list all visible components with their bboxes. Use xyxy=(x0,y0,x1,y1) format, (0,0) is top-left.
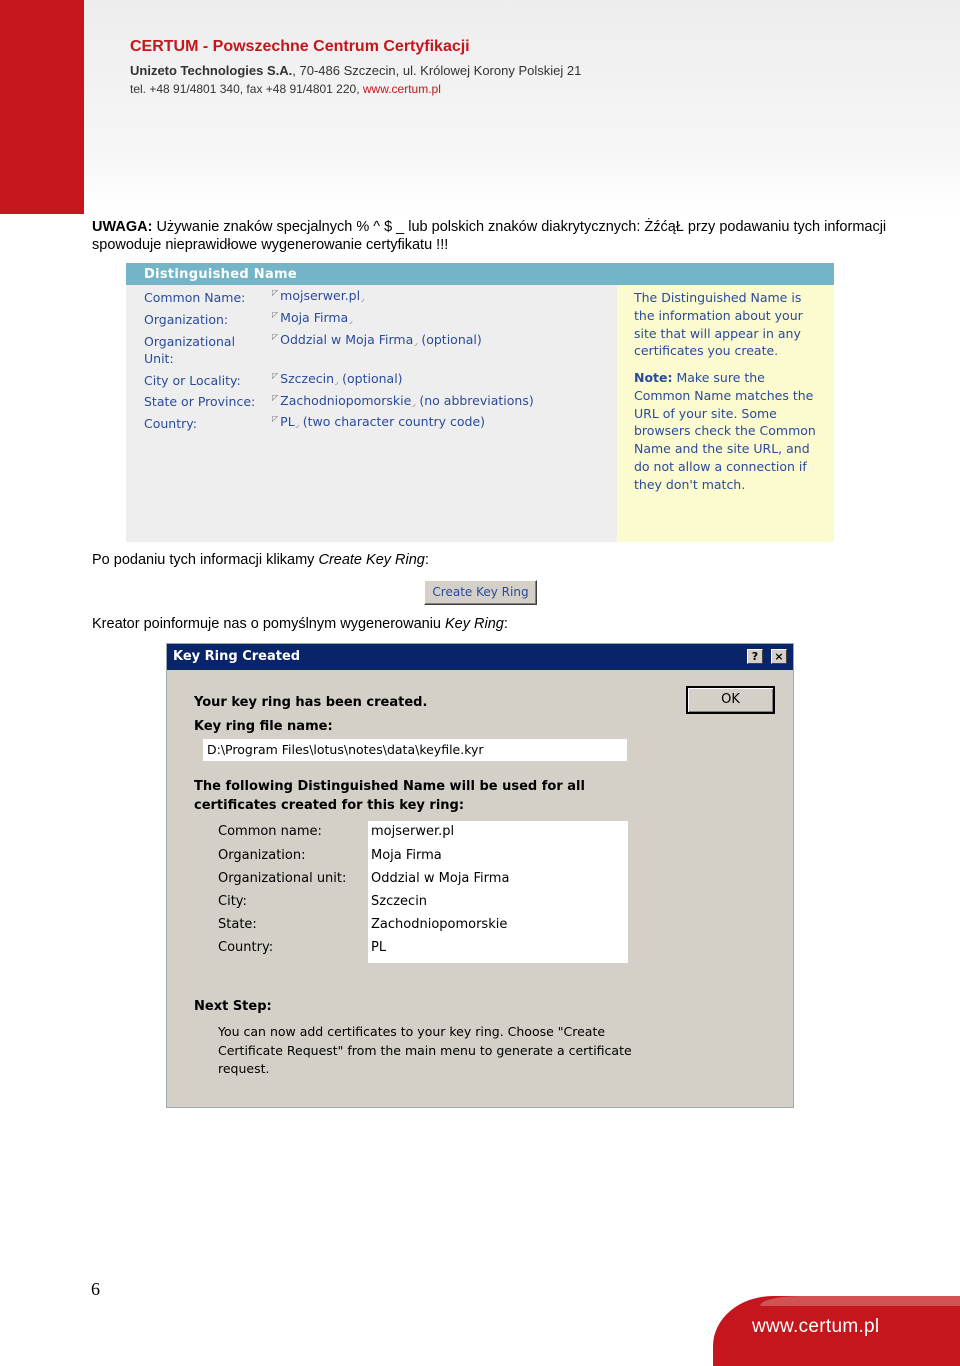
header-title: CERTUM - Powszechne Centrum Certyfikacji xyxy=(130,38,470,55)
dn-label-common-name: Common name: xyxy=(218,824,322,839)
file-name-label: Key ring file name: xyxy=(194,719,333,734)
field-label-common-name: Common Name: xyxy=(144,290,246,305)
field-label-city: City or Locality: xyxy=(144,373,241,388)
dn-values-box xyxy=(368,821,628,963)
field-label-country: Country: xyxy=(144,416,197,431)
dn-value-common-name: mojserwer.pl xyxy=(371,824,455,839)
field-note-city: (optional) xyxy=(342,371,403,386)
close-icon[interactable]: × xyxy=(771,649,787,664)
help-note-text: Make sure the Common Name matches the URL of your site. Some browsers check the Common Name and the site URL, and do not allow a connection if they don't match. xyxy=(634,370,816,492)
warning-paragraph xyxy=(92,218,892,254)
dialog-title: Key Ring Created xyxy=(173,649,301,664)
key-ring-file-path: D:\Program Files\lotus\notes\data\keyfile.kyr xyxy=(203,739,627,761)
field-common-name[interactable]: ◸ mojserwer.pl◞ xyxy=(272,288,365,303)
dn-label-city: City: xyxy=(218,894,247,909)
create-key-ring-button[interactable]: Create Key Ring xyxy=(424,580,537,605)
header-contact xyxy=(130,82,441,96)
dn-value-organization: Moja Firma xyxy=(371,848,442,863)
dn-label-state: State: xyxy=(218,917,257,932)
next-step-text: You can now add certificates to your key ring. Choose "Create Certificate Request" from the main menu to generate a certificate request. xyxy=(218,1024,632,1076)
dialog-title-bar xyxy=(167,644,793,670)
field-note-org-unit: (optional) xyxy=(421,332,482,347)
footer-url: www.certum.pl xyxy=(752,1316,880,1337)
field-state[interactable]: ◸ Zachodniopomorskie◞ (no abbreviations) xyxy=(272,393,534,408)
dn-value-state: Zachodniopomorskie xyxy=(371,917,508,932)
footer-highlight xyxy=(760,1296,960,1306)
dn-label-country: Country: xyxy=(218,940,274,955)
header-website: www.certum.pl xyxy=(362,82,441,96)
header-red-bar xyxy=(0,0,84,214)
dn-value-city: Szczecin xyxy=(371,894,428,909)
dn-value-org-unit: Oddzial w Moja Firma xyxy=(371,871,510,886)
help-text: The Distinguished Name is the information about your site that will appear in any certificates you create. xyxy=(634,290,803,359)
field-note-state: (no abbreviations) xyxy=(419,393,534,408)
dn-label-org-unit: Organizational unit: xyxy=(218,871,347,886)
header-band xyxy=(84,0,960,214)
header-street: , 70-486 Szczecin, ul. Królowej Korony Polskiej 21 xyxy=(292,63,582,78)
dn-value-country: PL xyxy=(371,940,387,955)
help-note xyxy=(634,369,824,494)
header-phone-fax: tel. +48 91/4801 340, fax +48 91/4801 220, xyxy=(130,82,363,96)
distinguished-name-form xyxy=(126,263,834,542)
field-label-org-unit: Organizational Unit: xyxy=(144,334,236,366)
key-ring-created-dialog xyxy=(166,643,794,1108)
help-icon[interactable]: ? xyxy=(747,649,763,664)
next-step-label: Next Step: xyxy=(194,999,272,1014)
field-label-state: State or Province: xyxy=(144,394,256,409)
instruction-key-ring-created: Kreator poinformuje nas o pomyślnym wygenerowaniu Key Ring: xyxy=(92,616,508,632)
dn-label-organization: Organization: xyxy=(218,848,306,863)
header-address xyxy=(130,63,581,78)
help-header-bar xyxy=(617,263,834,285)
instruction-create-key-ring: Po podaniu tych informacji klikamy Create Key Ring: xyxy=(92,552,429,568)
ok-button[interactable]: OK xyxy=(686,686,775,714)
warning-text: Używanie znaków specjalnych % ^ $ _ lub polskich znaków diakrytycznych: ŻźćąŁ przy podawaniu tych informacji spowoduje nieprawidłowe wygenerowanie certyfikatu !!! xyxy=(92,219,887,253)
field-note-country: (two character country code) xyxy=(302,414,486,429)
field-label-organization: Organization: xyxy=(144,312,229,327)
help-note-label: Note: xyxy=(634,370,673,385)
warning-label: UWAGA: xyxy=(92,219,153,235)
field-country[interactable]: ◸ PL◞ (two character country code) xyxy=(272,414,486,429)
form-header-title: Distinguished Name xyxy=(144,267,297,282)
field-org-unit[interactable]: ◸ Oddzial w Moja Firma◞ (optional) xyxy=(272,332,482,347)
field-organization[interactable]: ◸ Moja Firma◞ xyxy=(272,310,353,325)
dn-intro: The following Distinguished Name will be used for all certificates created for this key ring: xyxy=(194,779,585,813)
created-message: Your key ring has been created. xyxy=(194,695,428,710)
field-city[interactable]: ◸ Szczecin◞ (optional) xyxy=(272,371,403,386)
header-company: Unizeto Technologies S.A. xyxy=(130,63,293,78)
page-number: 6 xyxy=(91,1279,100,1299)
